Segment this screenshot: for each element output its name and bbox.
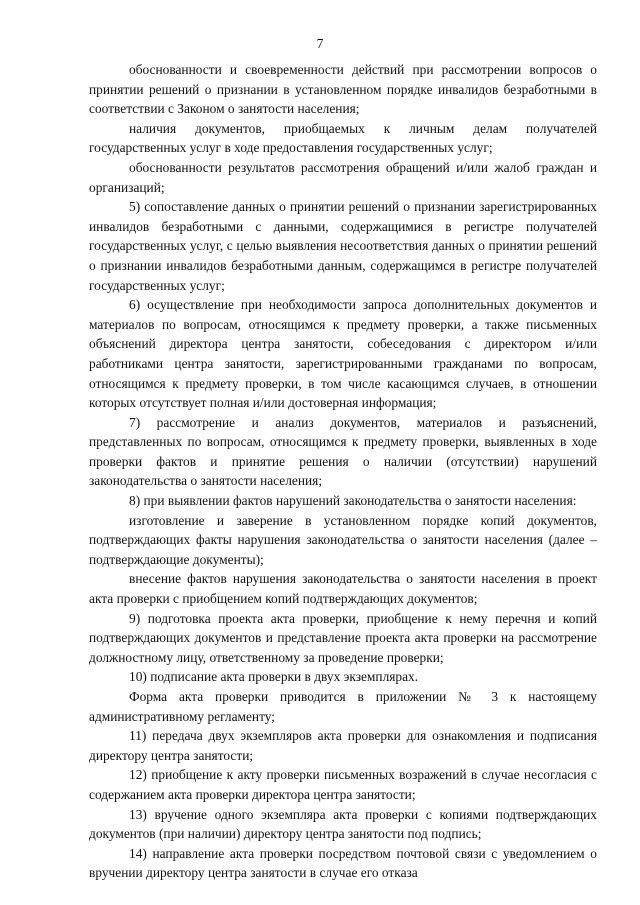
paragraph: 13) вручение одного экземпляра акта проверки с копиями подтверждающих документов (при наличии) директору центра занятости под подпись; (89, 806, 597, 842)
page-number: 7 (316, 36, 324, 51)
paragraph: 10) подписание акта проверки в двух экземплярах. (129, 669, 419, 685)
paragraph: Форма акта проверки приводится в приложении № 3 к настоящему административному регламенту; (89, 689, 597, 724)
paragraph: изготовление и заверение в установленном порядке копий документов, подтверждающих факты нарушения законодательства о занятости населения (далее – подтверждающие документы); (89, 512, 597, 567)
paragraph: 14) направление акта проверки посредством почтовой связи с уведомлением о вручении директору центра занятости в случае его отказа (89, 845, 597, 881)
paragraph: 7) рассмотрение и анализ документов, материалов и разъяснений, представленных по вопросам, относящимся к предмету проверки, выявленных в ходе проверки фактов и принятие решения о наличии (отсутствии) нарушений законодательства о занятости населения; (89, 414, 597, 489)
paragraph: 6) осуществление при необходимости запроса дополнительных документов и материалов по вопросам, относящимся к предмету проверки, а также письменных объяснений директора центра занятости, собеседования с директором и/или работниками центра занятости, зарегистрированными гражданами по вопросам, относящимся к предмету проверки, в том числе касающимся случаев, в отношении которых отсутствует полная и/или достоверная информация; (89, 297, 597, 411)
paragraph: 11) передача двух экземпляров акта проверки для ознакомления и подписания директору центра занятости; (89, 728, 597, 763)
document-body (89, 60, 597, 883)
paragraph: обоснованности и своевременности действий при рассмотрении вопросов о принятии решений о признании в установленном порядке инвалидов безработными в соответствии с Законом о занятости населения; (89, 62, 597, 117)
paragraph: внесение фактов нарушения законодательства о занятости населения в проект акта проверки с приобщением копий подтверждающих документов; (89, 571, 597, 607)
paragraph: 12) приобщение к акту проверки письменных возражений в случае несогласия с содержанием акта проверки директора центра занятости; (89, 767, 597, 802)
paragraph: 5) сопоставление данных о принятии решений о признании зарегистрированных инвалидов безработными с данными, содержащимися в регистре получателей государственных услуг, с целью выявления несоответствия данных о принятии решений о признании инвалидов безработными данным, содержащимся в регистре получателей государственных услуг; (89, 199, 597, 293)
paragraph: 9) подготовка проекта акта проверки, приобщение к нему перечня и копий подтверждающих документов и представление проекта акта проверки на рассмотрение должностному лицу, ответственному за проведение проверки; (89, 610, 597, 665)
paragraph: наличия документов, приобщаемых к личным делам получателей государственных услуг в ходе предоставления государственных услуг; (89, 120, 597, 156)
paragraph: 8) при выявлении фактов нарушений законодательства о занятости населения: (129, 493, 577, 509)
paragraph: обоснованности результатов рассмотрения обращений и/или жалоб граждан и организаций; (89, 159, 597, 195)
